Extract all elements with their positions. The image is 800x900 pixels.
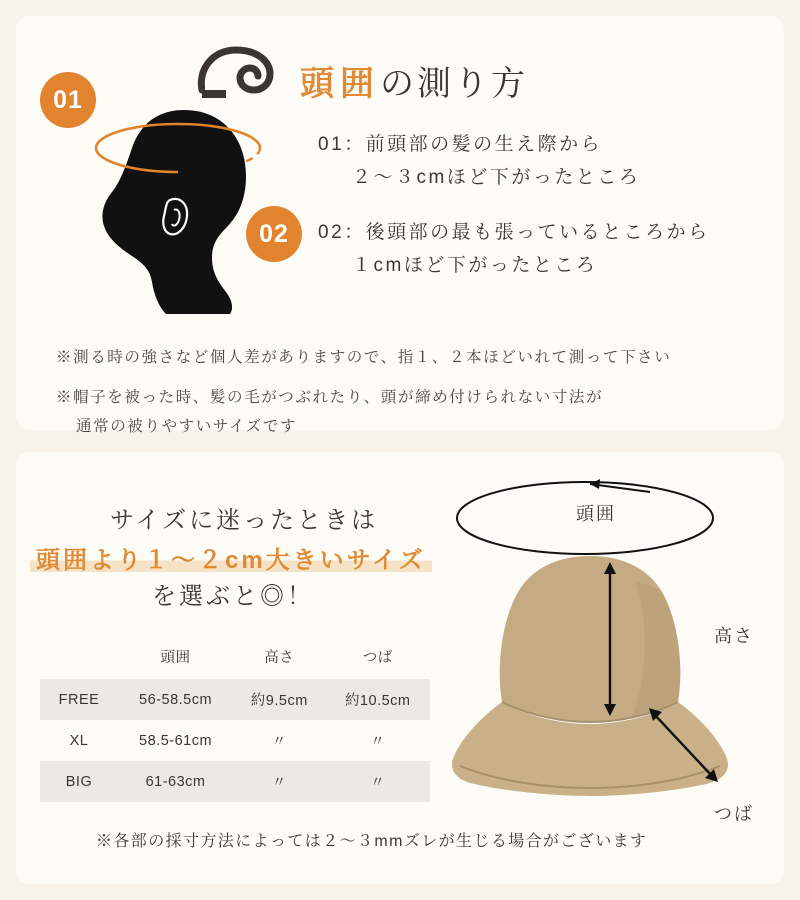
note-measurement-tolerance: ※各部の採寸方法によっては２〜３mmズレが生じる場合がございます [96,833,648,850]
hat-label-height: 高さ [714,626,754,646]
measuring-tape-icon [196,44,292,104]
table-row [40,761,430,802]
cell-size: BIG [40,761,118,802]
cell-takasa: 〃 [271,734,287,750]
cell-takasa: 〃 [233,761,325,802]
cell-tsuba: 〃 [370,734,386,750]
cell-atamai: 58.5-61cm [139,732,213,749]
step-2-text [318,216,710,283]
step-2-line-1: 02：後頭部の最も張っているところから [318,222,710,243]
size-advice-line-1: サイズに迷ったときは [110,507,379,534]
table-header-blank [40,636,118,679]
page-title-highlight: 頭囲 [300,65,380,103]
cell-size: XL [69,732,89,749]
size-advice-line-3: を選ぶと◎！ [152,583,314,610]
cell-tsuba: 〃 [325,761,430,802]
step-1-line-2: ２〜３cmほど下がったところ [352,167,641,189]
size-table [40,636,430,802]
note-measuring-tension: ※測る時の強さなど個人差がありますので、指１、２本ほどいれて測って下さい [56,349,672,366]
table-header-atamai: 頭囲 [160,650,191,666]
note-wearing-fit-line-2: 通常の被りやすいサイズです [76,417,298,435]
hat-label-brim: つば [714,804,754,824]
table-row [40,679,430,720]
step-badge-02: 02 [246,206,302,262]
table-row [40,720,430,761]
cell-atamai: 56-58.5cm [118,679,233,720]
hat-label-head-circumference: 頭囲 [576,504,616,524]
table-header-tsuba: つば [362,650,393,666]
cell-size: FREE [40,679,118,720]
table-header-takasa: 高さ [264,650,295,666]
size-advice-line-2: 頭囲より１〜２cm大きいサイズ [30,540,432,575]
note-wearing-fit-line-1: ※帽子を被った時、髪の毛がつぶれたり、頭が締め付けられない寸法が [56,389,604,406]
note-wearing-fit [56,384,603,441]
page-title [300,56,528,105]
step-badge-01: 01 [40,72,96,128]
step-1-text [318,128,640,195]
page-title-rest: の測り方 [380,65,528,103]
cell-takasa: 約9.5cm [233,679,325,720]
step-2-line-2: １cmほど下がったところ [352,255,598,277]
step-1-line-1: 01：前頭部の髪の生え際から [318,134,603,155]
cell-atamai: 61-63cm [118,761,233,802]
cell-tsuba: 約10.5cm [325,679,430,720]
table-header-row [40,636,430,679]
